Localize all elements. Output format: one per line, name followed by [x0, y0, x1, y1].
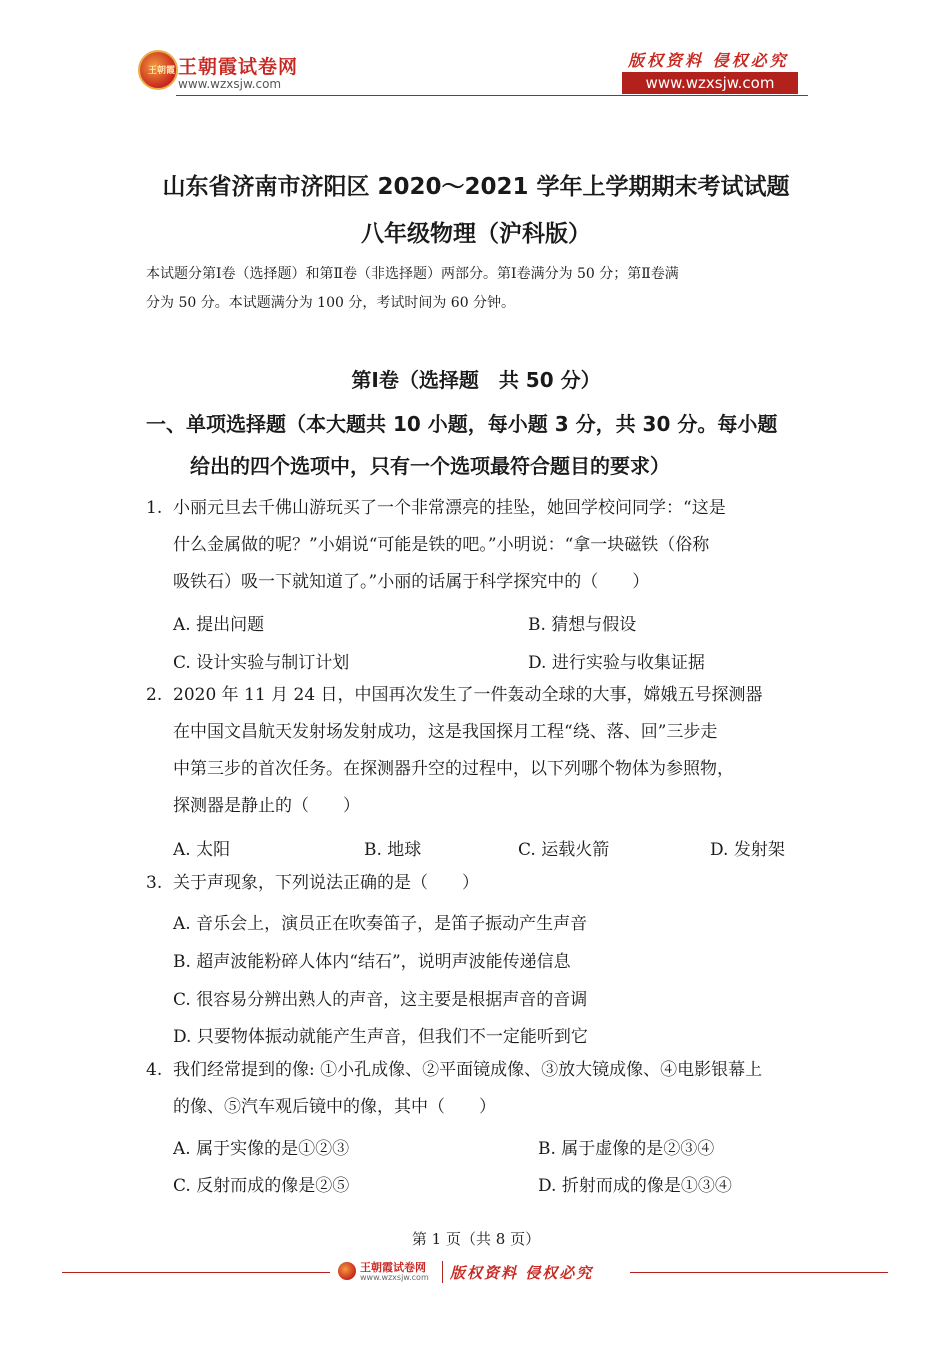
footer-divider-left — [62, 1272, 330, 1273]
question-number: 4. — [146, 1060, 163, 1080]
question-3-text — [173, 865, 813, 902]
option-c: C. 很容易分辨出熟人的声音，这主要是根据声音的音调 — [173, 990, 588, 1010]
question-line: 小丽元旦去千佛山游玩买了一个非常漂亮的挂坠，她回学校问同学：“这是 — [173, 498, 726, 518]
brand-name: 王朝霞试卷网 — [178, 56, 299, 78]
question-line: 在中国文昌航天发射场发射成功，这是我国探月工程“绕、落、回”三步走 — [173, 722, 718, 742]
option-d: D. 只要物体振动就能产生声音，但我们不一定能听到它 — [173, 1027, 588, 1047]
footer-separator — [442, 1261, 443, 1283]
url-banner[interactable]: www.wzxsjw.com — [622, 72, 798, 94]
option-c: C. 反射而成的像是②⑤ — [173, 1176, 350, 1196]
site-logo — [138, 50, 178, 90]
footer-brand: 王朝霞试卷网 — [360, 1261, 426, 1274]
question-line: 吸铁石）吸一下就知道了。”小丽的话属于科学探究中的（ ） — [173, 572, 650, 592]
option-c: C. 设计实验与制订计划 — [173, 653, 350, 673]
option-b: B. 地球 — [364, 840, 422, 860]
question-line: 的像、⑤汽车观后镜中的像，其中（ ） — [173, 1097, 496, 1117]
question-line: 关于声现象，下列说法正确的是（ ） — [173, 873, 479, 893]
option-c: C. 运载火箭 — [518, 840, 610, 860]
exam-intro — [146, 260, 810, 318]
question-number: 1. — [146, 498, 163, 518]
option-b: B. 属于虚像的是②③④ — [538, 1139, 715, 1159]
option-a: A. 属于实像的是①②③ — [173, 1139, 350, 1159]
question-line: 2020 年 11 月 24 日，中国再次发生了一件轰动全球的大事，嫦娥五号探测器 — [173, 685, 763, 705]
option-d: D. 发射架 — [710, 840, 785, 860]
part-title-line: 给出的四个选项中，只有一个选项最符合题目的要求） — [190, 454, 670, 478]
option-d: D. 折射而成的像是①③④ — [538, 1176, 732, 1196]
question-1-text — [173, 490, 813, 601]
question-number: 3. — [146, 873, 163, 893]
option-a: A. 提出问题 — [173, 615, 265, 635]
option-b: B. 猜想与假设 — [528, 615, 637, 635]
part-title — [146, 403, 810, 487]
option-a: A. 音乐会上，演员正在吹奏笛子，是笛子振动产生声音 — [173, 914, 588, 934]
option-a: A. 太阳 — [173, 840, 231, 860]
question-line: 什么金属做的呢？”小娟说“可能是铁的吧。”小明说：“拿一块磁铁（俗称 — [173, 535, 710, 555]
footer-url[interactable]: www.wzxsjw.com — [360, 1273, 429, 1282]
intro-line: 分为 50 分。本试题满分为 100 分，考试时间为 60 分钟。 — [146, 295, 516, 311]
question-line: 中第三步的首次任务。在探测器升空的过程中，以下列哪个物体为参照物， — [173, 759, 734, 779]
logo-text: 王朝霞 — [148, 66, 176, 76]
section-title: 第Ⅰ卷（选择题 共 50 分） — [351, 368, 601, 392]
part-title-line: 一、单项选择题（本大题共 10 小题，每小题 3 分，共 30 分。每小题 — [146, 412, 778, 436]
page-number: 第 1 页（共 8 页） — [411, 1230, 541, 1248]
copyright-notice: 版权资料 侵权必究 — [628, 51, 789, 70]
question-number: 2. — [146, 685, 163, 705]
question-line: 探测器是静止的（ ） — [173, 796, 360, 816]
option-d: D. 进行实验与收集证据 — [528, 653, 705, 673]
footer-divider-right — [630, 1272, 888, 1273]
header-divider — [176, 95, 808, 96]
question-4-text — [173, 1052, 813, 1126]
question-2-text — [173, 677, 813, 825]
intro-line: 本试题分第Ⅰ卷（选择题）和第Ⅱ卷（非选择题）两部分。第Ⅰ卷满分为 50 分；第Ⅱ卷满 — [146, 266, 679, 282]
exam-title: 山东省济南市济阳区 2020～2021 学年上学期期末考试试题 — [162, 174, 790, 200]
brand-url[interactable]: www.wzxsjw.com — [178, 77, 282, 91]
footer-logo — [338, 1262, 356, 1280]
option-b: B. 超声波能粉碎人体内“结石”，说明声波能传递信息 — [173, 952, 571, 972]
exam-subtitle: 八年级物理（沪科版） — [361, 221, 591, 247]
footer-copyright: 版权资料 侵权必究 — [450, 1264, 594, 1282]
question-line: 我们经常提到的像: ①小孔成像、②平面镜成像、③放大镜成像、④电影银幕上 — [173, 1060, 763, 1080]
